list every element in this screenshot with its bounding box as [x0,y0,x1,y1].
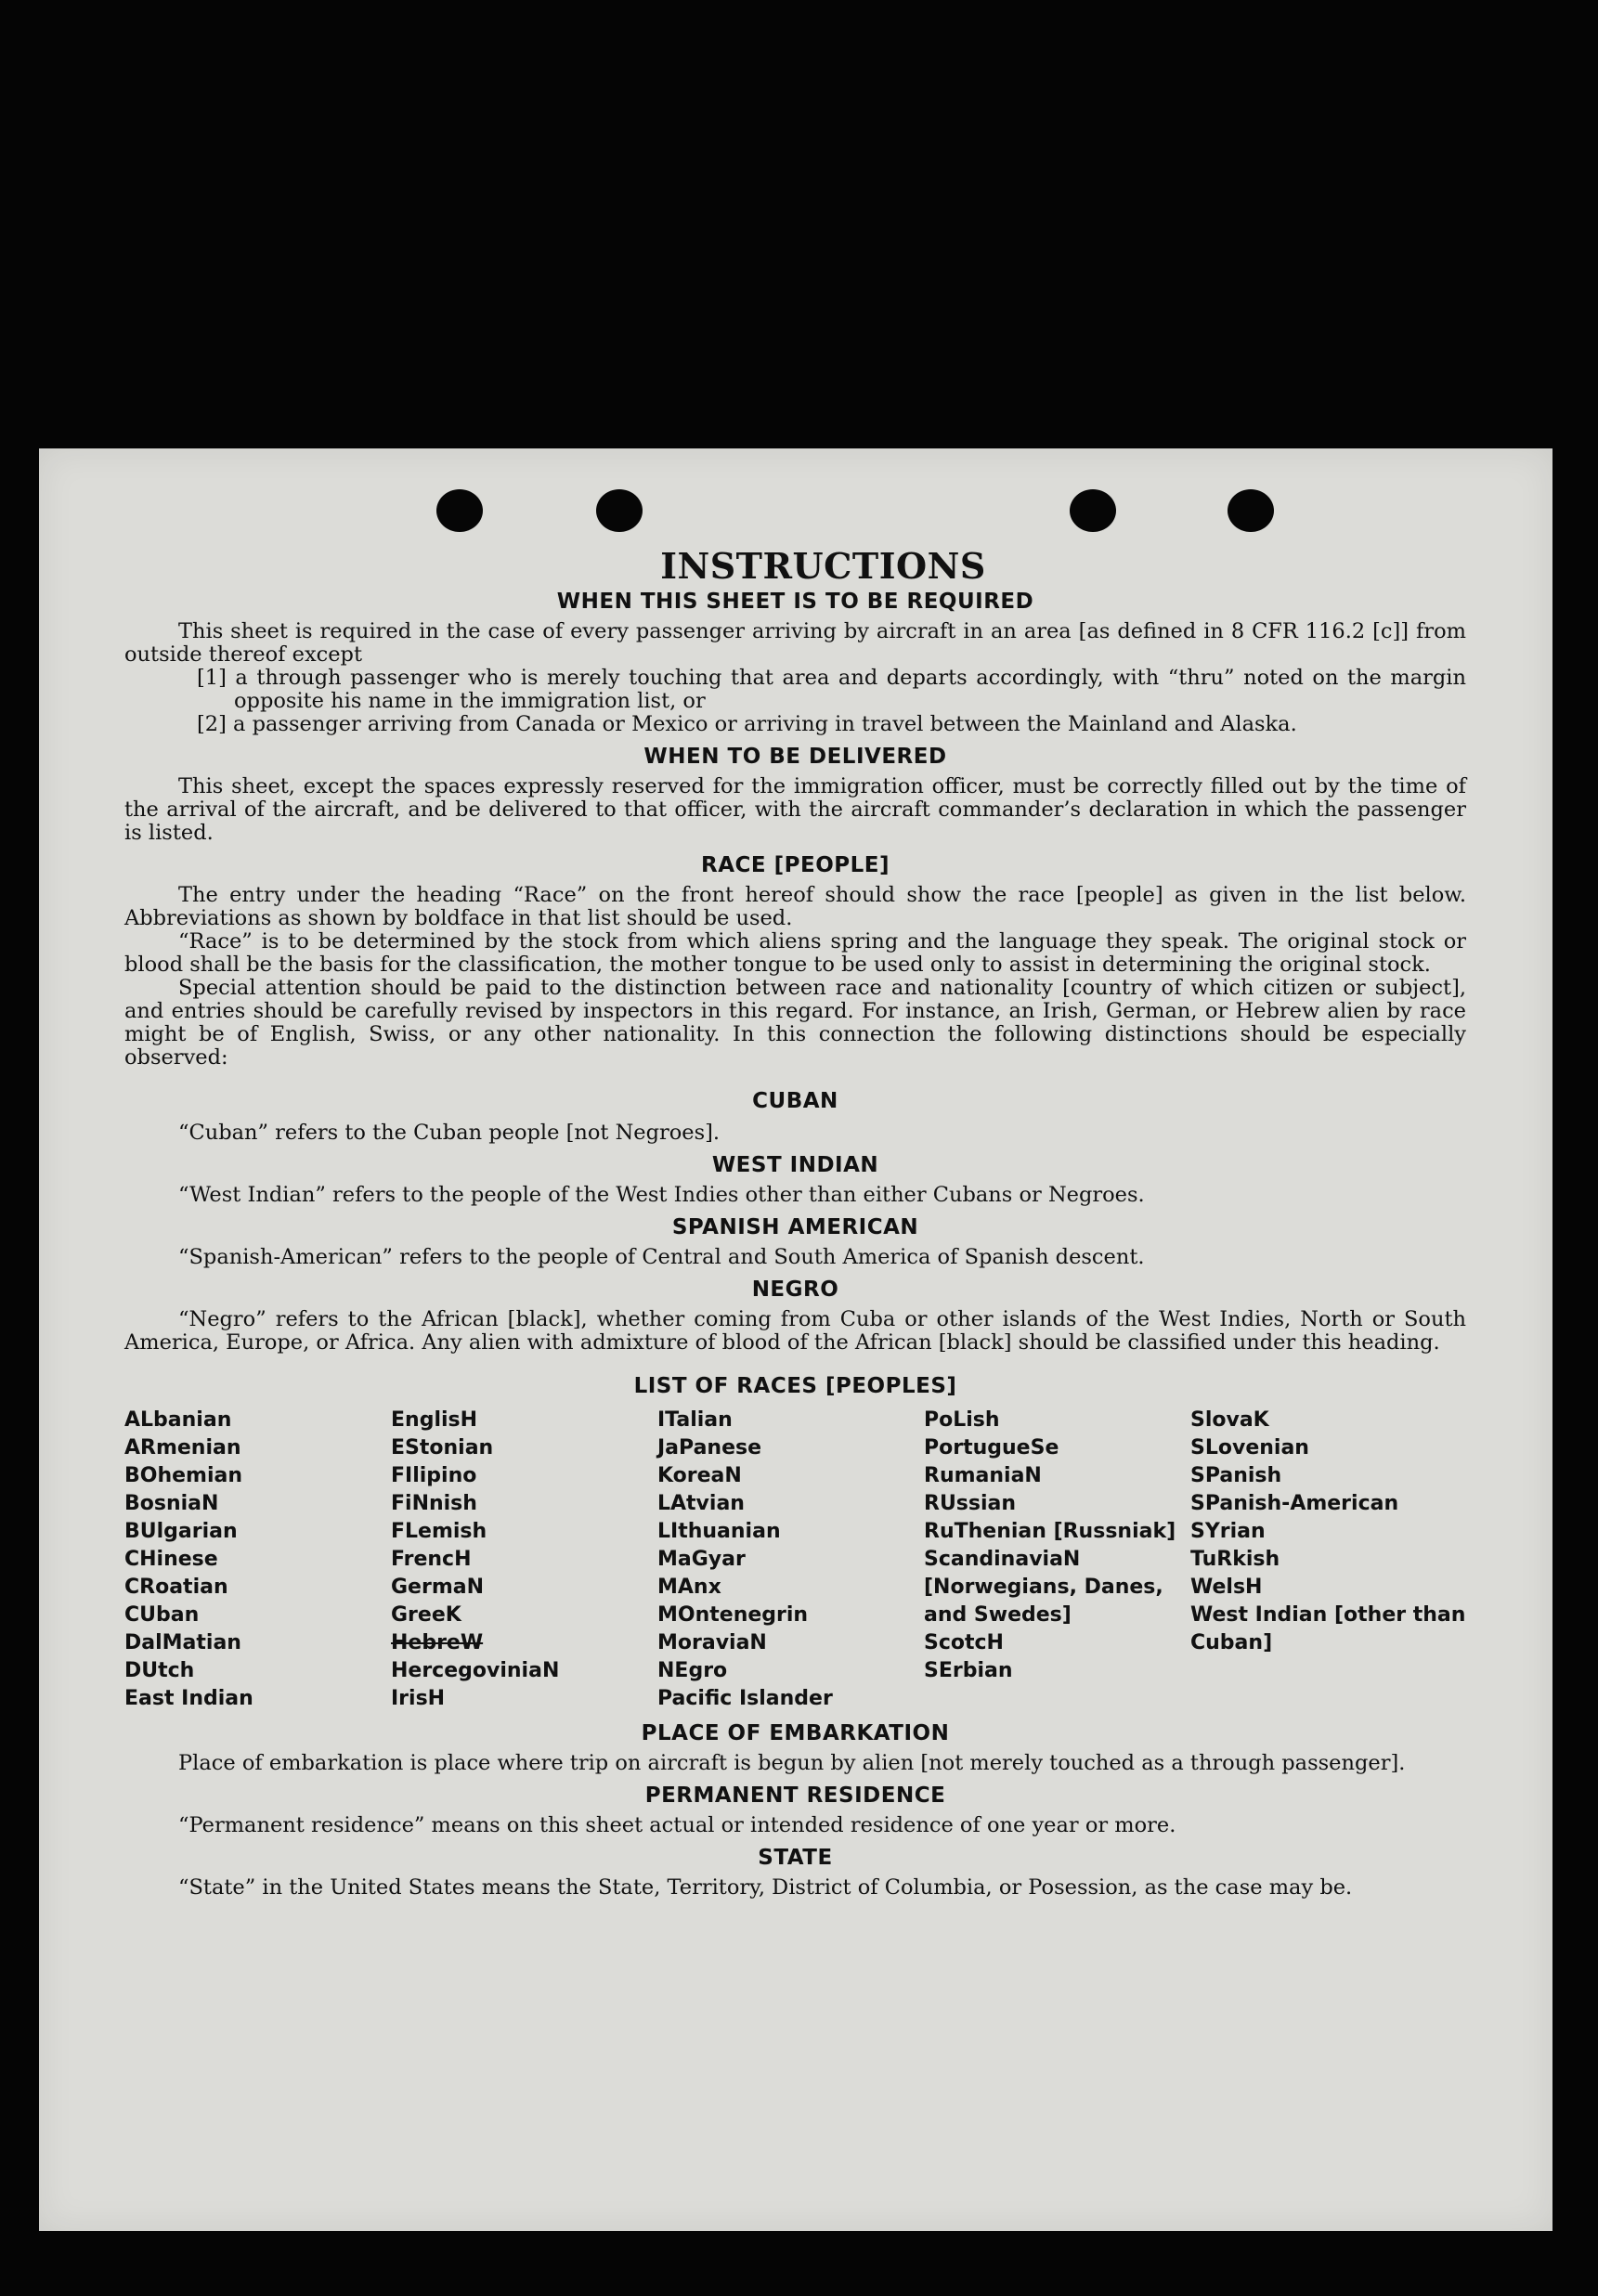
races-heading: LIST OF RACES [PEOPLES] [633,1374,957,1398]
section-heading-negro: NEGRO [751,1278,839,1302]
race-entry-portuguese: PortugueSe [924,1436,1059,1459]
section-heading-west-indian: WEST INDIAN [711,1153,879,1177]
punch-hole [596,489,643,532]
section-heading-when-this-sheet-is-to-be-required: WHEN THIS SHEET IS TO BE REQUIRED [556,590,1034,614]
race-entry-slovak: SlovaK [1190,1408,1269,1432]
section-paragraph: This sheet is required in the case of every passenger arriving by aircraft in an area [as defined in 8 CFR 116.2 [c]] from outside thereof except [124,619,1466,667]
race-entry-dutch: DUtch [124,1659,195,1682]
race-entry-flemish: FLemish [391,1520,487,1543]
race-entry-montenegrin: MOntenegrin [657,1603,809,1627]
race-entry-filipino: FIlipino [391,1464,477,1487]
race-entry-hercegovinian: HercegoviniaN [391,1659,560,1682]
race-entry-west-indian-other-than-cuban: West Indian [other than Cuban] [1190,1603,1466,1654]
races-column [657,1407,924,1713]
race-entry-polish: PoLish [924,1408,1000,1432]
section-paragraph: The entry under the heading “Race” on the front hereof should show the race [people] as given in the list below. Abbreviations as shown by boldface in that list should be used. [124,883,1466,930]
race-entry-bohemian: BOhemian [124,1464,243,1487]
race-entry-german: GermaN [391,1576,485,1599]
section-paragraph: “Cuban” refers to the Cuban people [not Negroes]. [178,1121,721,1145]
race-entry-ruthenian-russniak: RuThenian [Russniak] [924,1520,1176,1543]
race-entry-croatian: CRoatian [124,1576,228,1599]
section-paragraph: “West Indian” refers to the people of the West Indies other than either Cubans or Negroes. [178,1183,1145,1207]
race-entry-bosnian: BosniaN [124,1492,219,1515]
race-entry-estonian: EStonian [391,1436,494,1459]
races-column [924,1407,1190,1713]
section-paragraph: “Spanish-American” refers to the people of Central and South America of Spanish descent. [178,1245,1145,1269]
race-entry-italian: ITalian [657,1408,733,1432]
race-entry-syrian: SYrian [1190,1520,1266,1543]
race-entry-rumanian: RumaniaN [924,1464,1042,1487]
race-entry-pacific-islander: Pacific Islander [657,1687,833,1710]
race-entry-manx: MAnx [657,1576,721,1599]
race-entry-finnish: FiNnish [391,1492,477,1515]
race-entry-french: FrencH [391,1548,472,1571]
race-entry-moravian: MoraviaN [657,1631,767,1654]
race-entry-serbian: SErbian [924,1659,1013,1682]
sections [124,589,1466,1355]
section-paragraph: Place of embarkation is place where trip on aircraft is begun by alien [not merely touched as a through passenger]. [178,1751,1406,1775]
race-entry-bulgarian: BUlgarian [124,1520,238,1543]
race-entry-dalmatian: DalMatian [124,1631,241,1654]
section-paragraph: “Race” is to be determined by the stock from which aliens spring and the language they speak. The original stock or blood shall be the basis for the classification, the mother tongue to be used only to assist in determining the original stock. [124,929,1466,977]
race-entry-spanish-american: SPanish-American [1190,1492,1399,1515]
race-entry-cuban: CUban [124,1603,200,1627]
race-entry-armenian: ARmenian [124,1436,241,1459]
exception-item: [1] a through passenger who is merely touching that area and departs accordingly, with “thru” noted on the margin opposite his name in the immigration list, or [197,666,1466,713]
race-entry-korean: KoreaN [657,1464,742,1487]
section-paragraph: This sheet, except the spaces expressly reserved for the immigration officer, must be correctly filled out by the time of the arrival of the aircraft, and be delivered to that officer, with the aircraft commander’s declaration in which the passenger is listed. [124,774,1466,845]
race-entry-albanian: ALbanian [124,1408,232,1432]
race-entry-japanese: JaPanese [657,1436,762,1459]
race-entry-east-indian: East Indian [124,1687,253,1710]
race-entry-greek: GreeK [391,1603,461,1627]
race-entry-magyar: MaGyar [657,1548,746,1571]
races-column [124,1407,391,1713]
races-column [1190,1407,1466,1713]
section-paragraph: “Permanent residence” means on this sheet actual or intended residence of one year or more. [178,1813,1176,1837]
punch-hole [1228,489,1274,532]
races-column [391,1407,657,1713]
document-sheet [39,448,1553,2231]
section-heading-state: STATE [758,1846,833,1870]
section-paragraph: “State” in the United States means the State, Territory, District of Columbia, or Posession, as the case may be. [178,1875,1353,1900]
section-paragraph: Special attention should be paid to the distinction between race and nationality [country of which citizen or subject], and entries should be carefully revised by inspectors in this regard. For instance, an Irish, German, or Hebrew alien by race might be of English, Swiss, or any other nationality. In this connection the following distinctions should be especially observed: [124,976,1466,1070]
race-entry-negro: NEgro [657,1659,728,1682]
race-entry-latvian: LAtvian [657,1492,745,1515]
exception-item: [2] a passenger arriving from Canada or Mexico or arriving in travel between the Mainland and Alaska. [197,712,1297,736]
section-heading-spanish-american: SPANISH AMERICAN [671,1215,919,1239]
race-entry-welsh: WelsH [1190,1576,1263,1599]
after-sections [124,1720,1466,1900]
races-list [124,1407,1466,1713]
race-entry-chinese: CHinese [124,1548,218,1571]
race-entry-scotch: ScotcH [924,1631,1004,1654]
race-entry-lithuanian: LIthuanian [657,1520,781,1543]
race-entry-english: EnglisH [391,1408,478,1432]
page-title: INSTRUCTIONS [660,545,986,587]
race-entry-russian: RUssian [924,1492,1017,1515]
section-heading-cuban: CUBAN [752,1089,838,1113]
race-entry-irish: IrisH [391,1687,446,1710]
section-heading-race-people: RACE [PEOPLE] [701,853,890,877]
race-entry-spanish: SPanish [1190,1464,1282,1487]
race-entry-hebrew: HebreW [391,1631,484,1654]
section-heading-when-to-be-delivered: WHEN TO BE DELIVERED [643,745,947,769]
instructions-content [124,546,1466,1900]
section-heading-place-of-embarkation: PLACE OF EMBARKATION [641,1721,950,1745]
race-entry-slovenian: SLovenian [1190,1436,1309,1459]
punch-hole [436,489,483,532]
race-entry-turkish: TuRkish [1190,1548,1280,1571]
section-heading-permanent-residence: PERMANENT RESIDENCE [644,1784,946,1808]
race-entry-scandinavian-norwegians-danes-and-swedes: ScandinaviaN [Norwegians, Danes, and Swedes] [924,1548,1163,1627]
punch-hole [1070,489,1116,532]
section-paragraph: “Negro” refers to the African [black], whether coming from Cuba or other islands of the West Indies, North or South America, Europe, or Africa. Any alien with admixture of blood of the African [black] should be classified under this heading. [124,1307,1466,1355]
